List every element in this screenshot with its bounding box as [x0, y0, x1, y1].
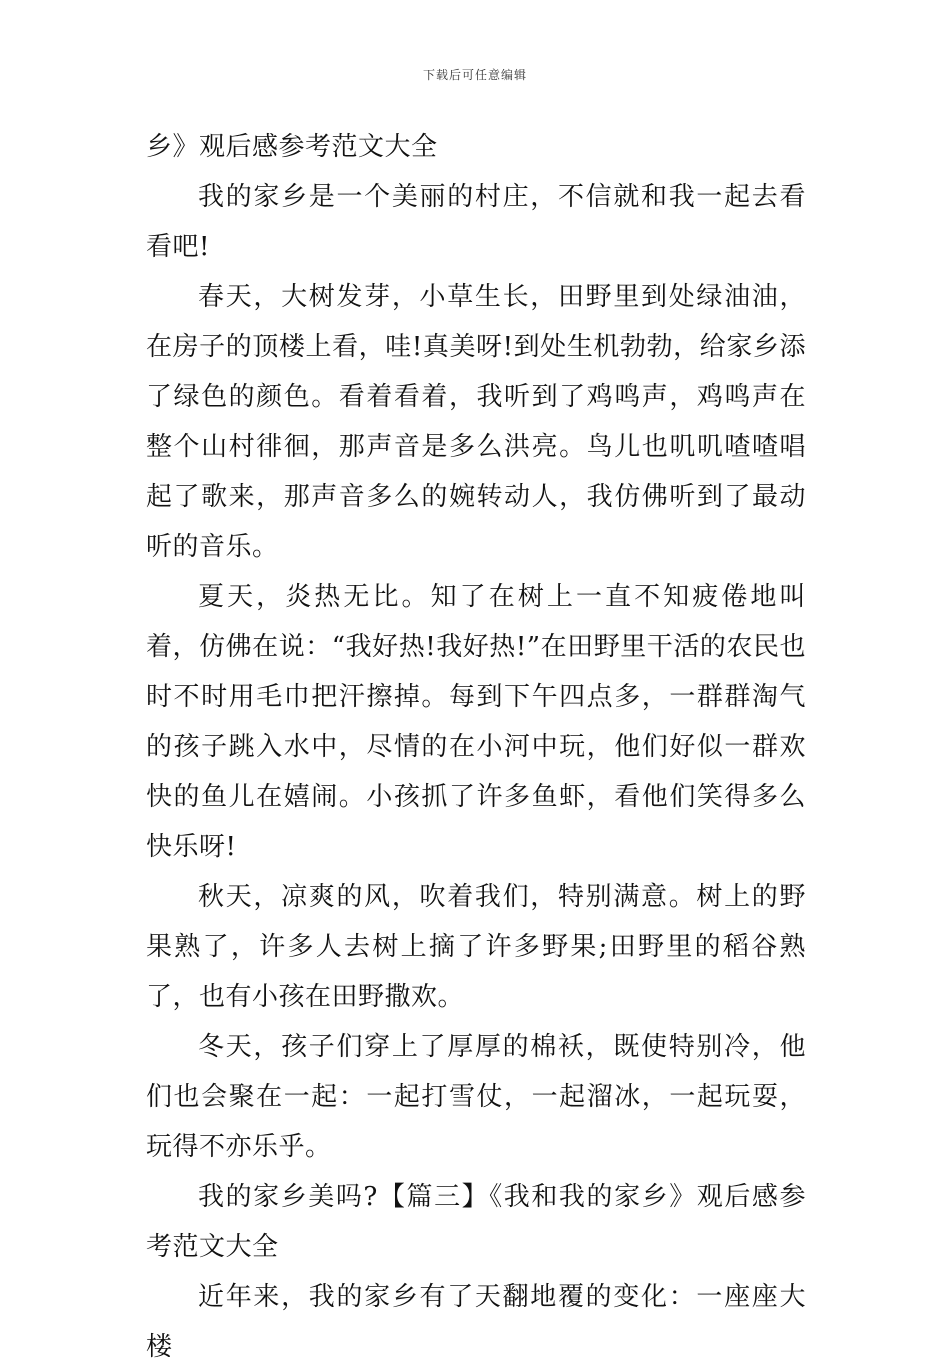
document-body: [146, 122, 806, 1372]
paragraph-autumn: 秋天，凉爽的风，吹着我们，特别满意。树上的野果熟了，许多人去树上摘了许多野果;田野里的稻谷熟了，也有小孩在田野撒欢。: [146, 882, 806, 1012]
page-header-note: 下载后可任意编辑: [422, 68, 527, 82]
paragraph-title-continuation: 乡》观后感参考范文大全: [146, 132, 438, 162]
paragraph-section-heading: 我的家乡美吗?【篇三】《我和我的家乡》观后感参考范文大全: [146, 1182, 806, 1262]
paragraph-recent-years: 近年来，我的家乡有了天翻地覆的变化：一座座大楼: [146, 1282, 806, 1362]
paragraph-winter: 冬天，孩子们穿上了厚厚的棉袄，既使特别冷，他们也会聚在一起：一起打雪仗，一起溜冰，一起玩耍，玩得不亦乐乎。: [146, 1032, 806, 1162]
paragraph-summer: 夏天，炎热无比。知了在树上一直不知疲倦地叫着，仿佛在说：“我好热!我好热!”在田野里干活的农民也时不时用毛巾把汗擦掉。每到下午四点多，一群群淘气的孩子跳入水中，尽情的在小河中玩，他们好似一群欢快的鱼儿在嬉闹。小孩抓了许多鱼虾，看他们笑得多么快乐呀!: [146, 582, 806, 862]
paragraph-intro: 我的家乡是一个美丽的村庄，不信就和我一起去看看吧!: [146, 182, 806, 262]
paragraph-spring: 春天，大树发芽，小草生长，田野里到处绿油油，在房子的顶楼上看，哇!真美呀!到处生机勃勃，给家乡添了绿色的颜色。看着看着，我听到了鸡鸣声，鸡鸣声在整个山村徘徊，那声音是多么洪亮。鸟儿也叽叽喳喳唱起了歌来，那声音多么的婉转动人，我仿佛听到了最动听的音乐。: [146, 282, 806, 562]
